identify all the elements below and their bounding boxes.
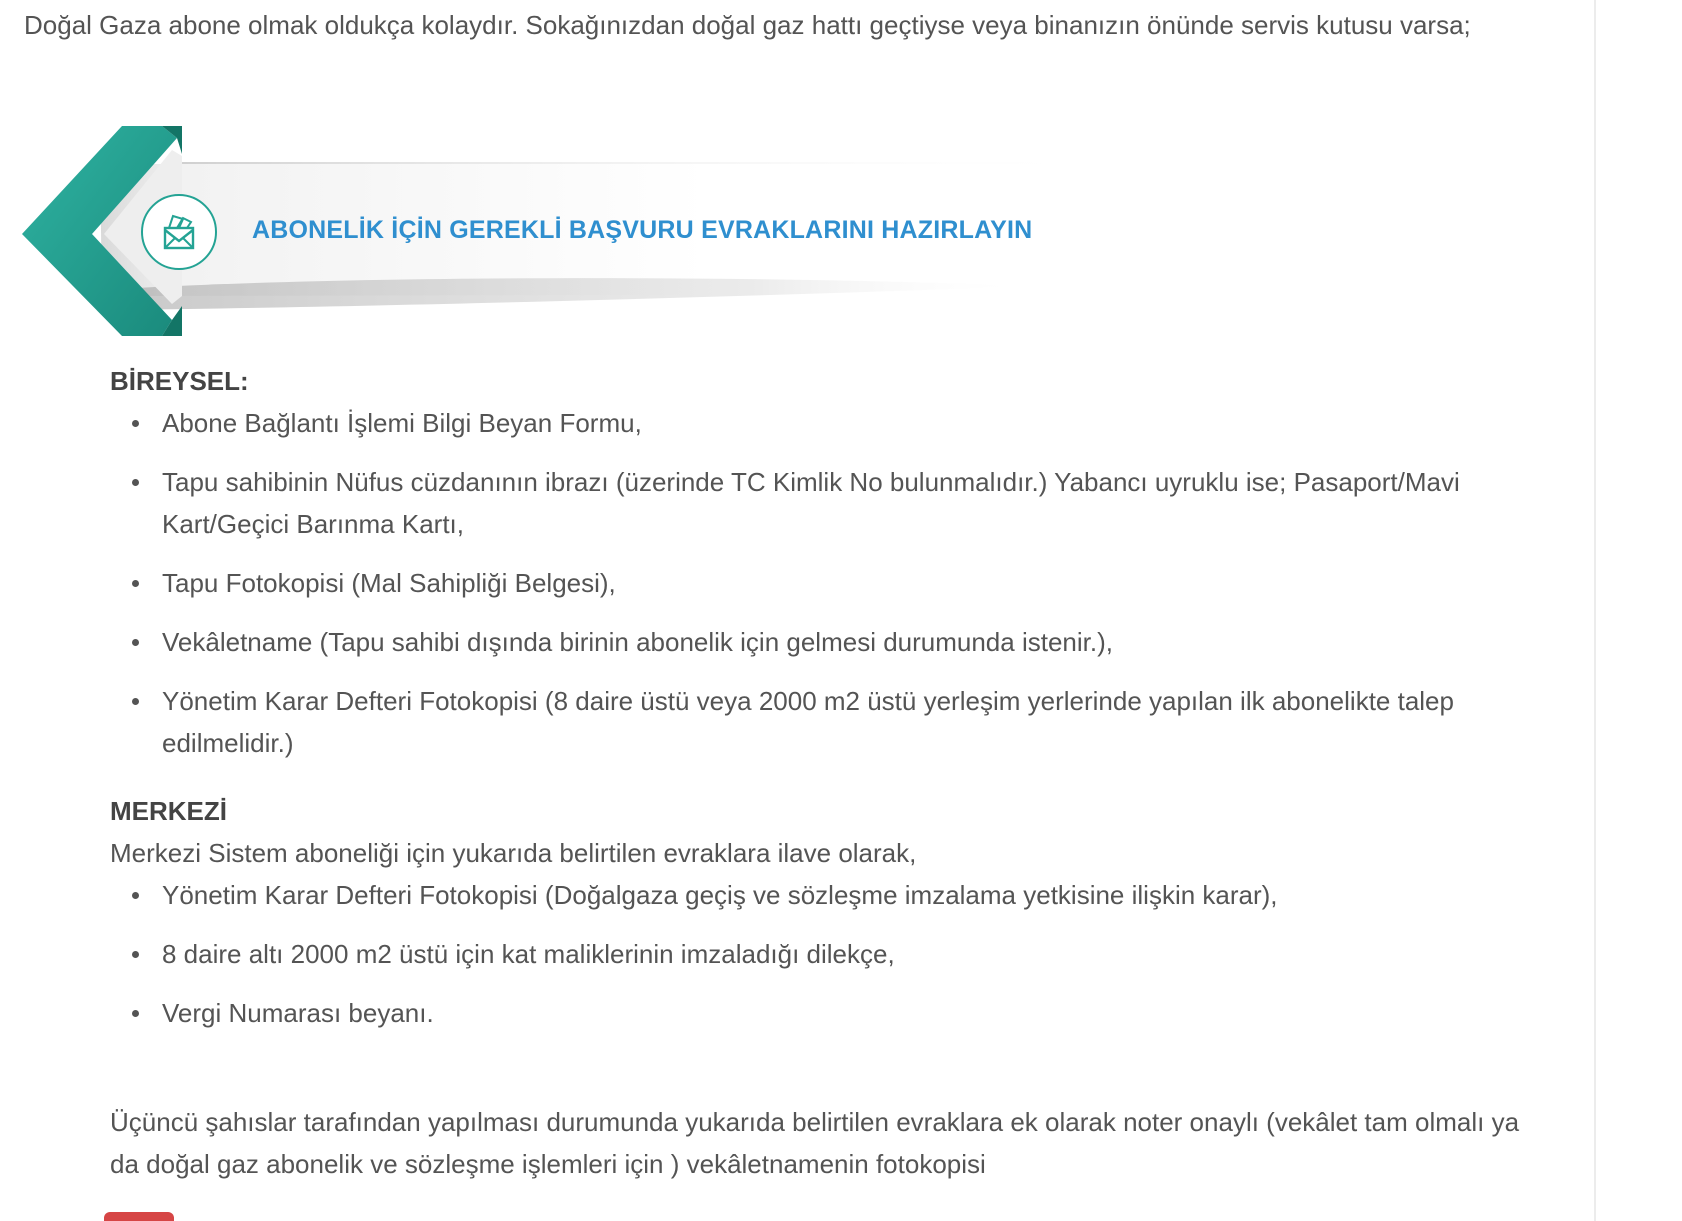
- merkezi-lead-text: Merkezi Sistem aboneliği için yukarıda belirtilen evraklara ilave olarak,: [110, 838, 917, 868]
- sidebar-divider: [1594, 0, 1596, 1221]
- list-item: Tapu Fotokopisi (Mal Sahipliği Belgesi),: [110, 562, 1510, 604]
- section-banner: [22, 126, 1182, 346]
- list-item: Abone Bağlantı İşlemi Bilgi Beyan Formu,: [110, 402, 1510, 444]
- bireysel-heading: BİREYSEL:: [110, 366, 249, 396]
- intro-text: Doğal Gaza abone olmak oldukça kolaydır. Sokağınızdan doğal gaz hattı geçtiyse veya binanızın önünde servis kutusu varsa;: [24, 10, 1471, 40]
- list-item: 8 daire altı 2000 m2 üstü için kat maliklerinin imzaladığı dilekçe,: [110, 933, 1510, 975]
- next-section-accent: [104, 1212, 174, 1221]
- list-item: Tapu sahibinin Nüfus cüzdanının ibrazı (üzerinde TC Kimlik No bulunmalıdır.) Yabancı uyruklu ise; Pasaport/Mavi Kart/Geçici Barınma Kartı,: [110, 461, 1510, 545]
- list-item: Vekâletname (Tapu sahibi dışında birinin abonelik için gelmesi durumunda istenir.),: [110, 621, 1510, 663]
- list-item: Yönetim Karar Defteri Fotokopisi (8 daire üstü veya 2000 m2 üstü yerleşim yerlerinde yapılan ilk abonelikte talep edilmelidir.): [110, 680, 1510, 764]
- list-item: Vergi Numarası beyanı.: [110, 992, 1510, 1034]
- bireysel-document-list: [110, 402, 1510, 781]
- list-item: Yönetim Karar Defteri Fotokopisi (Doğalgaza geçiş ve sözleşme imzalama yetkisine ilişkin karar),: [110, 874, 1510, 916]
- merkezi-heading: MERKEZİ: [110, 796, 227, 826]
- merkezi-document-list: [110, 874, 1510, 1051]
- third-party-note: Üçüncü şahıslar tarafından yapılması durumunda yukarıda belirtilen evraklara ek olarak noter onaylı (vekâlet tam olmalı ya da doğal gaz abonelik ve sözleşme işlemleri için ) vekâletnamenin fotokopisi: [110, 1107, 1520, 1179]
- document-envelope-icon: [141, 194, 217, 270]
- banner-title: ABONELİK İÇİN GEREKLİ BAŞVURU EVRAKLARINI HAZIRLAYIN: [252, 216, 1033, 244]
